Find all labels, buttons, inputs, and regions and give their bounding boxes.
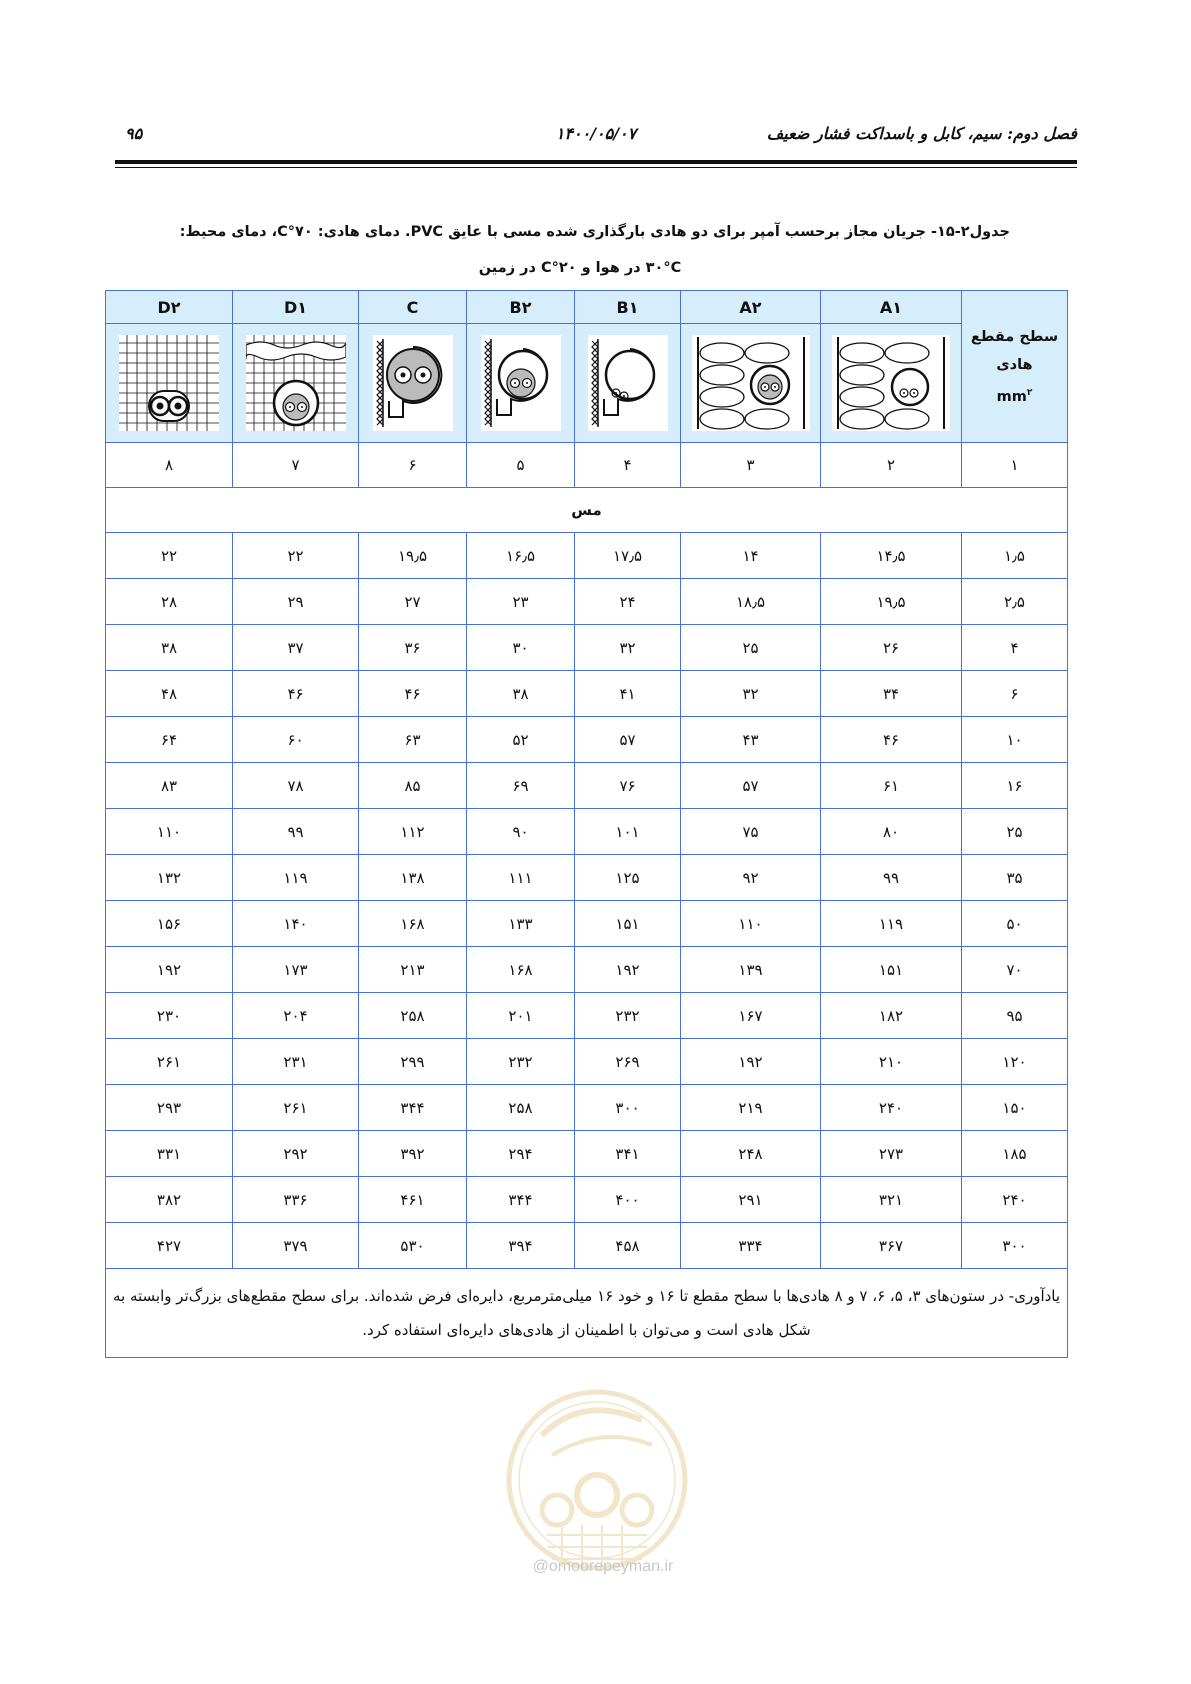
ampacity-cell: ۲۵	[681, 625, 821, 671]
table-row	[106, 533, 1068, 579]
direct-buried-cable-diagram-icon	[119, 335, 219, 431]
ampacity-cell: ۳۷۹	[233, 1223, 359, 1269]
ampacity-cell: ۵۷	[575, 717, 681, 763]
ampacity-cell: ۳۹۲	[359, 1131, 467, 1177]
ampacity-cell: ۲۱۹	[681, 1085, 821, 1131]
ampacity-cell: ۱۵۶	[106, 901, 233, 947]
table-row	[106, 763, 1068, 809]
method-header-d1: D۱	[233, 291, 359, 324]
ampacity-cell: ۲۰۴	[233, 993, 359, 1039]
ampacity-cell: ۲۴	[575, 579, 681, 625]
ampacity-cell: ۸۰	[821, 809, 962, 855]
table-note: یادآوری- در ستون‌های ۳، ۵، ۶، ۷ و ۸ هادی‌ها با سطح مقطع تا ۱۶ و خود ۱۶ میلی‌مترمربع، دایره‌ای فرض شده‌اند. برای سطح مقطع‌های بزرگ‌تر وابسته به شکل هادی است و می‌توان با اطمینان از هادی‌های دایره‌ای استفاده کرد.	[106, 1269, 1068, 1358]
ampacity-cell: ۱۶۷	[681, 993, 821, 1039]
ampacity-cell: ۱۹۲	[575, 947, 681, 993]
ampacity-cell: ۲۵۸	[467, 1085, 575, 1131]
ampacity-cell: ۱۹۲	[106, 947, 233, 993]
column-number: ۴	[575, 443, 681, 488]
ampacity-cell: ۲۹۹	[359, 1039, 467, 1085]
ampacity-cell: ۲۹۳	[106, 1085, 233, 1131]
ampacity-cell: ۱۴	[681, 533, 821, 579]
cross-section-cell: ۶	[962, 671, 1068, 717]
cross-section-cell: ۴	[962, 625, 1068, 671]
diagram-a2	[681, 324, 821, 443]
table-row	[106, 947, 1068, 993]
ampacity-cell: ۳۸۲	[106, 1177, 233, 1223]
ampacity-cell: ۱۱۰	[681, 901, 821, 947]
ampacity-cell: ۵۳۰	[359, 1223, 467, 1269]
ampacity-cell: ۱۹٫۵	[821, 579, 962, 625]
ampacity-cell: ۴۶	[233, 671, 359, 717]
page-number: ۹۵	[125, 124, 143, 143]
ampacity-cell: ۶۴	[106, 717, 233, 763]
caption-line-2: ۳۰°C در هوا و ۲۰°C در زمین	[478, 260, 682, 276]
ampacity-cell: ۴۶۱	[359, 1177, 467, 1223]
ampacity-cell: ۷۵	[681, 809, 821, 855]
ampacity-cell: ۱۵۱	[821, 947, 962, 993]
ampacity-cell: ۳۳۶	[233, 1177, 359, 1223]
ampacity-cell: ۱۶۸	[359, 901, 467, 947]
ampacity-cell: ۱۱۲	[359, 809, 467, 855]
ampacity-cell: ۳۶۷	[821, 1223, 962, 1269]
cross-section-cell: ۷۰	[962, 947, 1068, 993]
ampacity-cell: ۱۳۹	[681, 947, 821, 993]
ampacity-cell: ۱۱۱	[467, 855, 575, 901]
ampacity-cell: ۶۹	[467, 763, 575, 809]
table-row	[106, 1039, 1068, 1085]
ampacity-cell: ۱۷۳	[233, 947, 359, 993]
table-row	[106, 671, 1068, 717]
ampacity-cell: ۲۴۰	[821, 1085, 962, 1131]
ampacity-cell: ۸۵	[359, 763, 467, 809]
ampacity-cell: ۲۸	[106, 579, 233, 625]
ampacity-cell: ۲۴۸	[681, 1131, 821, 1177]
table-row	[106, 1131, 1068, 1177]
ampacity-cell: ۱۹۲	[681, 1039, 821, 1085]
ampacity-cell: ۳۶	[359, 625, 467, 671]
ampacity-cell: ۲۶۹	[575, 1039, 681, 1085]
ampacity-cell: ۶۰	[233, 717, 359, 763]
ampacity-cell: ۲۳۲	[575, 993, 681, 1039]
table-row	[106, 1177, 1068, 1223]
column-number: ۱	[962, 443, 1068, 488]
header-rule-thick	[115, 160, 1077, 164]
diagram-a1	[821, 324, 962, 443]
ampacity-cell: ۳۷	[233, 625, 359, 671]
ampacity-cell: ۲۷۳	[821, 1131, 962, 1177]
ampacity-cell: ۴۸	[106, 671, 233, 717]
ampacity-cell: ۳۰۰	[575, 1085, 681, 1131]
ampacity-cell: ۱۰۱	[575, 809, 681, 855]
diagram-d2	[106, 324, 233, 443]
wall-mounted-cable-conduit-diagram-icon	[481, 335, 561, 431]
ampacity-cell: ۳۴۴	[467, 1177, 575, 1223]
ampacity-cell: ۱۱۹	[233, 855, 359, 901]
ampacity-cell: ۱۸۲	[821, 993, 962, 1039]
ampacity-cell: ۳۴۱	[575, 1131, 681, 1177]
ampacity-cell: ۲۹۱	[681, 1177, 821, 1223]
ampacity-cell: ۱۵۱	[575, 901, 681, 947]
cross-section-cell: ۳۰۰	[962, 1223, 1068, 1269]
watermark-url: @omoorepeyman.ir	[532, 1558, 674, 1575]
table-row	[106, 717, 1068, 763]
area-header-sup: ۲	[1026, 387, 1033, 398]
ampacity-cell: ۳۴۴	[359, 1085, 467, 1131]
column-number: ۵	[467, 443, 575, 488]
ampacity-cell: ۹۹	[821, 855, 962, 901]
ampacity-cell: ۲۶۱	[106, 1039, 233, 1085]
ampacity-cell: ۳۲	[681, 671, 821, 717]
ampacity-cell: ۲۵۸	[359, 993, 467, 1039]
ampacity-cell: ۶۱	[821, 763, 962, 809]
cross-section-cell: ۱۲۰	[962, 1039, 1068, 1085]
ampacity-cell: ۳۲۱	[821, 1177, 962, 1223]
column-number: ۸	[106, 443, 233, 488]
diagram-c	[359, 324, 467, 443]
ampacity-cell: ۳۹۴	[467, 1223, 575, 1269]
insulated-wall-cable-conduit-diagram-icon	[692, 335, 810, 431]
method-header-d2: D۲	[106, 291, 233, 324]
ampacity-cell: ۲۳۱	[233, 1039, 359, 1085]
ampacity-cell: ۳۳۴	[681, 1223, 821, 1269]
table-row	[106, 855, 1068, 901]
caption-line-1: جدول۲-۱۵- جریان مجاز برحسب آمپر برای دو هادی بارگذاری شده مسی با عایق PVC. دمای هادی: ۷۰°C، دمای محیط:	[179, 224, 1010, 240]
ampacity-cell: ۳۲	[575, 625, 681, 671]
table-row	[106, 901, 1068, 947]
ampacity-cell: ۴۶	[359, 671, 467, 717]
ampacity-cell: ۱۱۰	[106, 809, 233, 855]
ampacity-cell: ۳۸	[467, 671, 575, 717]
ampacity-cell: ۸۳	[106, 763, 233, 809]
column-number-row	[106, 443, 1068, 488]
table-row	[106, 1223, 1068, 1269]
area-header-unit-line	[962, 379, 1067, 411]
diagram-d1	[233, 324, 359, 443]
ampacity-cell: ۱۱۹	[821, 901, 962, 947]
ampacity-cell: ۶۳	[359, 717, 467, 763]
ampacity-cell: ۲۲	[106, 533, 233, 579]
area-header-line-1: سطح مقطع	[970, 328, 1059, 345]
ampacity-cell: ۴۲۷	[106, 1223, 233, 1269]
ampacity-cell: ۴۳	[681, 717, 821, 763]
ampacity-cell: ۲۱۳	[359, 947, 467, 993]
current-rating-table	[105, 290, 1068, 1358]
table-row	[106, 993, 1068, 1039]
column-number: ۳	[681, 443, 821, 488]
ampacity-cell: ۲۹۲	[233, 1131, 359, 1177]
ampacity-cell: ۷۸	[233, 763, 359, 809]
table-row	[106, 809, 1068, 855]
ampacity-cell: ۲۳۲	[467, 1039, 575, 1085]
ampacity-cell: ۱۶٫۵	[467, 533, 575, 579]
ampacity-cell: ۲۲	[233, 533, 359, 579]
ampacity-cell: ۱۴۰	[233, 901, 359, 947]
area-header-line-2: هادی	[996, 356, 1033, 373]
table-caption	[150, 214, 1010, 286]
underground-duct-diagram-icon	[246, 335, 346, 431]
ampacity-cell: ۲۳۰	[106, 993, 233, 1039]
cross-section-cell: ۲۴۰	[962, 1177, 1068, 1223]
cross-section-cell: ۲۵	[962, 809, 1068, 855]
header-date: ۱۴۰۰/۰۵/۰۷	[555, 124, 637, 143]
material-label: مس	[106, 488, 1068, 533]
ampacity-cell: ۱۷٫۵	[575, 533, 681, 579]
ampacity-cell: ۲۰۱	[467, 993, 575, 1039]
ampacity-cell: ۹۹	[233, 809, 359, 855]
cross-section-cell: ۱٫۵	[962, 533, 1068, 579]
page-header	[115, 116, 1077, 156]
chapter-title: فصل دوم: سیم، کابل و باسداکت فشار ضعیف	[766, 124, 1077, 143]
ampacity-cell: ۹۲	[681, 855, 821, 901]
column-number: ۲	[821, 443, 962, 488]
ampacity-cell: ۴۵۸	[575, 1223, 681, 1269]
insulated-wall-conduit-diagram-icon	[832, 335, 950, 431]
ampacity-cell: ۱۳۳	[467, 901, 575, 947]
ampacity-cell: ۱۸٫۵	[681, 579, 821, 625]
ampacity-cell: ۵۲	[467, 717, 575, 763]
cross-section-cell: ۱۶	[962, 763, 1068, 809]
cross-section-cell: ۱۰	[962, 717, 1068, 763]
ampacity-cell: ۲۶۱	[233, 1085, 359, 1131]
ampacity-cell: ۱۳۸	[359, 855, 467, 901]
cross-section-cell: ۹۵	[962, 993, 1068, 1039]
diagram-b2	[467, 324, 575, 443]
ampacity-cell: ۲۱۰	[821, 1039, 962, 1085]
table-row	[106, 625, 1068, 671]
ampacity-cell: ۱۳۲	[106, 855, 233, 901]
area-header-cell	[962, 291, 1068, 443]
cross-section-cell: ۵۰	[962, 901, 1068, 947]
ampacity-cell: ۳۴	[821, 671, 962, 717]
ampacity-cell: ۳۰	[467, 625, 575, 671]
method-header-b2: B۲	[467, 291, 575, 324]
ampacity-cell: ۱۴٫۵	[821, 533, 962, 579]
ampacity-cell: ۱۹٫۵	[359, 533, 467, 579]
ampacity-cell: ۲۷	[359, 579, 467, 625]
wall-mounted-conduit-diagram-icon	[588, 335, 668, 431]
column-number: ۶	[359, 443, 467, 488]
ampacity-cell: ۲۹۴	[467, 1131, 575, 1177]
cross-section-cell: ۲٫۵	[962, 579, 1068, 625]
diagram-row	[106, 324, 1068, 443]
ampacity-cell: ۱۲۵	[575, 855, 681, 901]
ampacity-cell: ۵۷	[681, 763, 821, 809]
cross-section-cell: ۱۵۰	[962, 1085, 1068, 1131]
method-header-c: C	[359, 291, 467, 324]
ampacity-cell: ۲۳	[467, 579, 575, 625]
ampacity-cell: ۱۶۸	[467, 947, 575, 993]
material-row	[106, 488, 1068, 533]
ampacity-cell: ۴۰۰	[575, 1177, 681, 1223]
note-row	[106, 1269, 1068, 1358]
cross-section-cell: ۳۵	[962, 855, 1068, 901]
header-rule-thin	[115, 167, 1077, 168]
table-row	[106, 1085, 1068, 1131]
ampacity-cell: ۳۳۱	[106, 1131, 233, 1177]
ampacity-cell: ۹۰	[467, 809, 575, 855]
cross-section-cell: ۱۸۵	[962, 1131, 1068, 1177]
ampacity-cell: ۲۹	[233, 579, 359, 625]
ampacity-cell: ۷۶	[575, 763, 681, 809]
ampacity-cell: ۴۶	[821, 717, 962, 763]
table-row	[106, 579, 1068, 625]
ampacity-cell: ۳۸	[106, 625, 233, 671]
method-header-row	[106, 291, 1068, 324]
area-header-unit: mm	[996, 388, 1027, 405]
ampacity-cell: ۲۶	[821, 625, 962, 671]
wall-clipped-cable-diagram-icon	[373, 335, 453, 431]
ampacity-cell: ۴۱	[575, 671, 681, 717]
method-header-b1: B۱	[575, 291, 681, 324]
diagram-b1	[575, 324, 681, 443]
column-number: ۷	[233, 443, 359, 488]
method-header-a1: A۱	[821, 291, 962, 324]
method-header-a2: A۲	[681, 291, 821, 324]
